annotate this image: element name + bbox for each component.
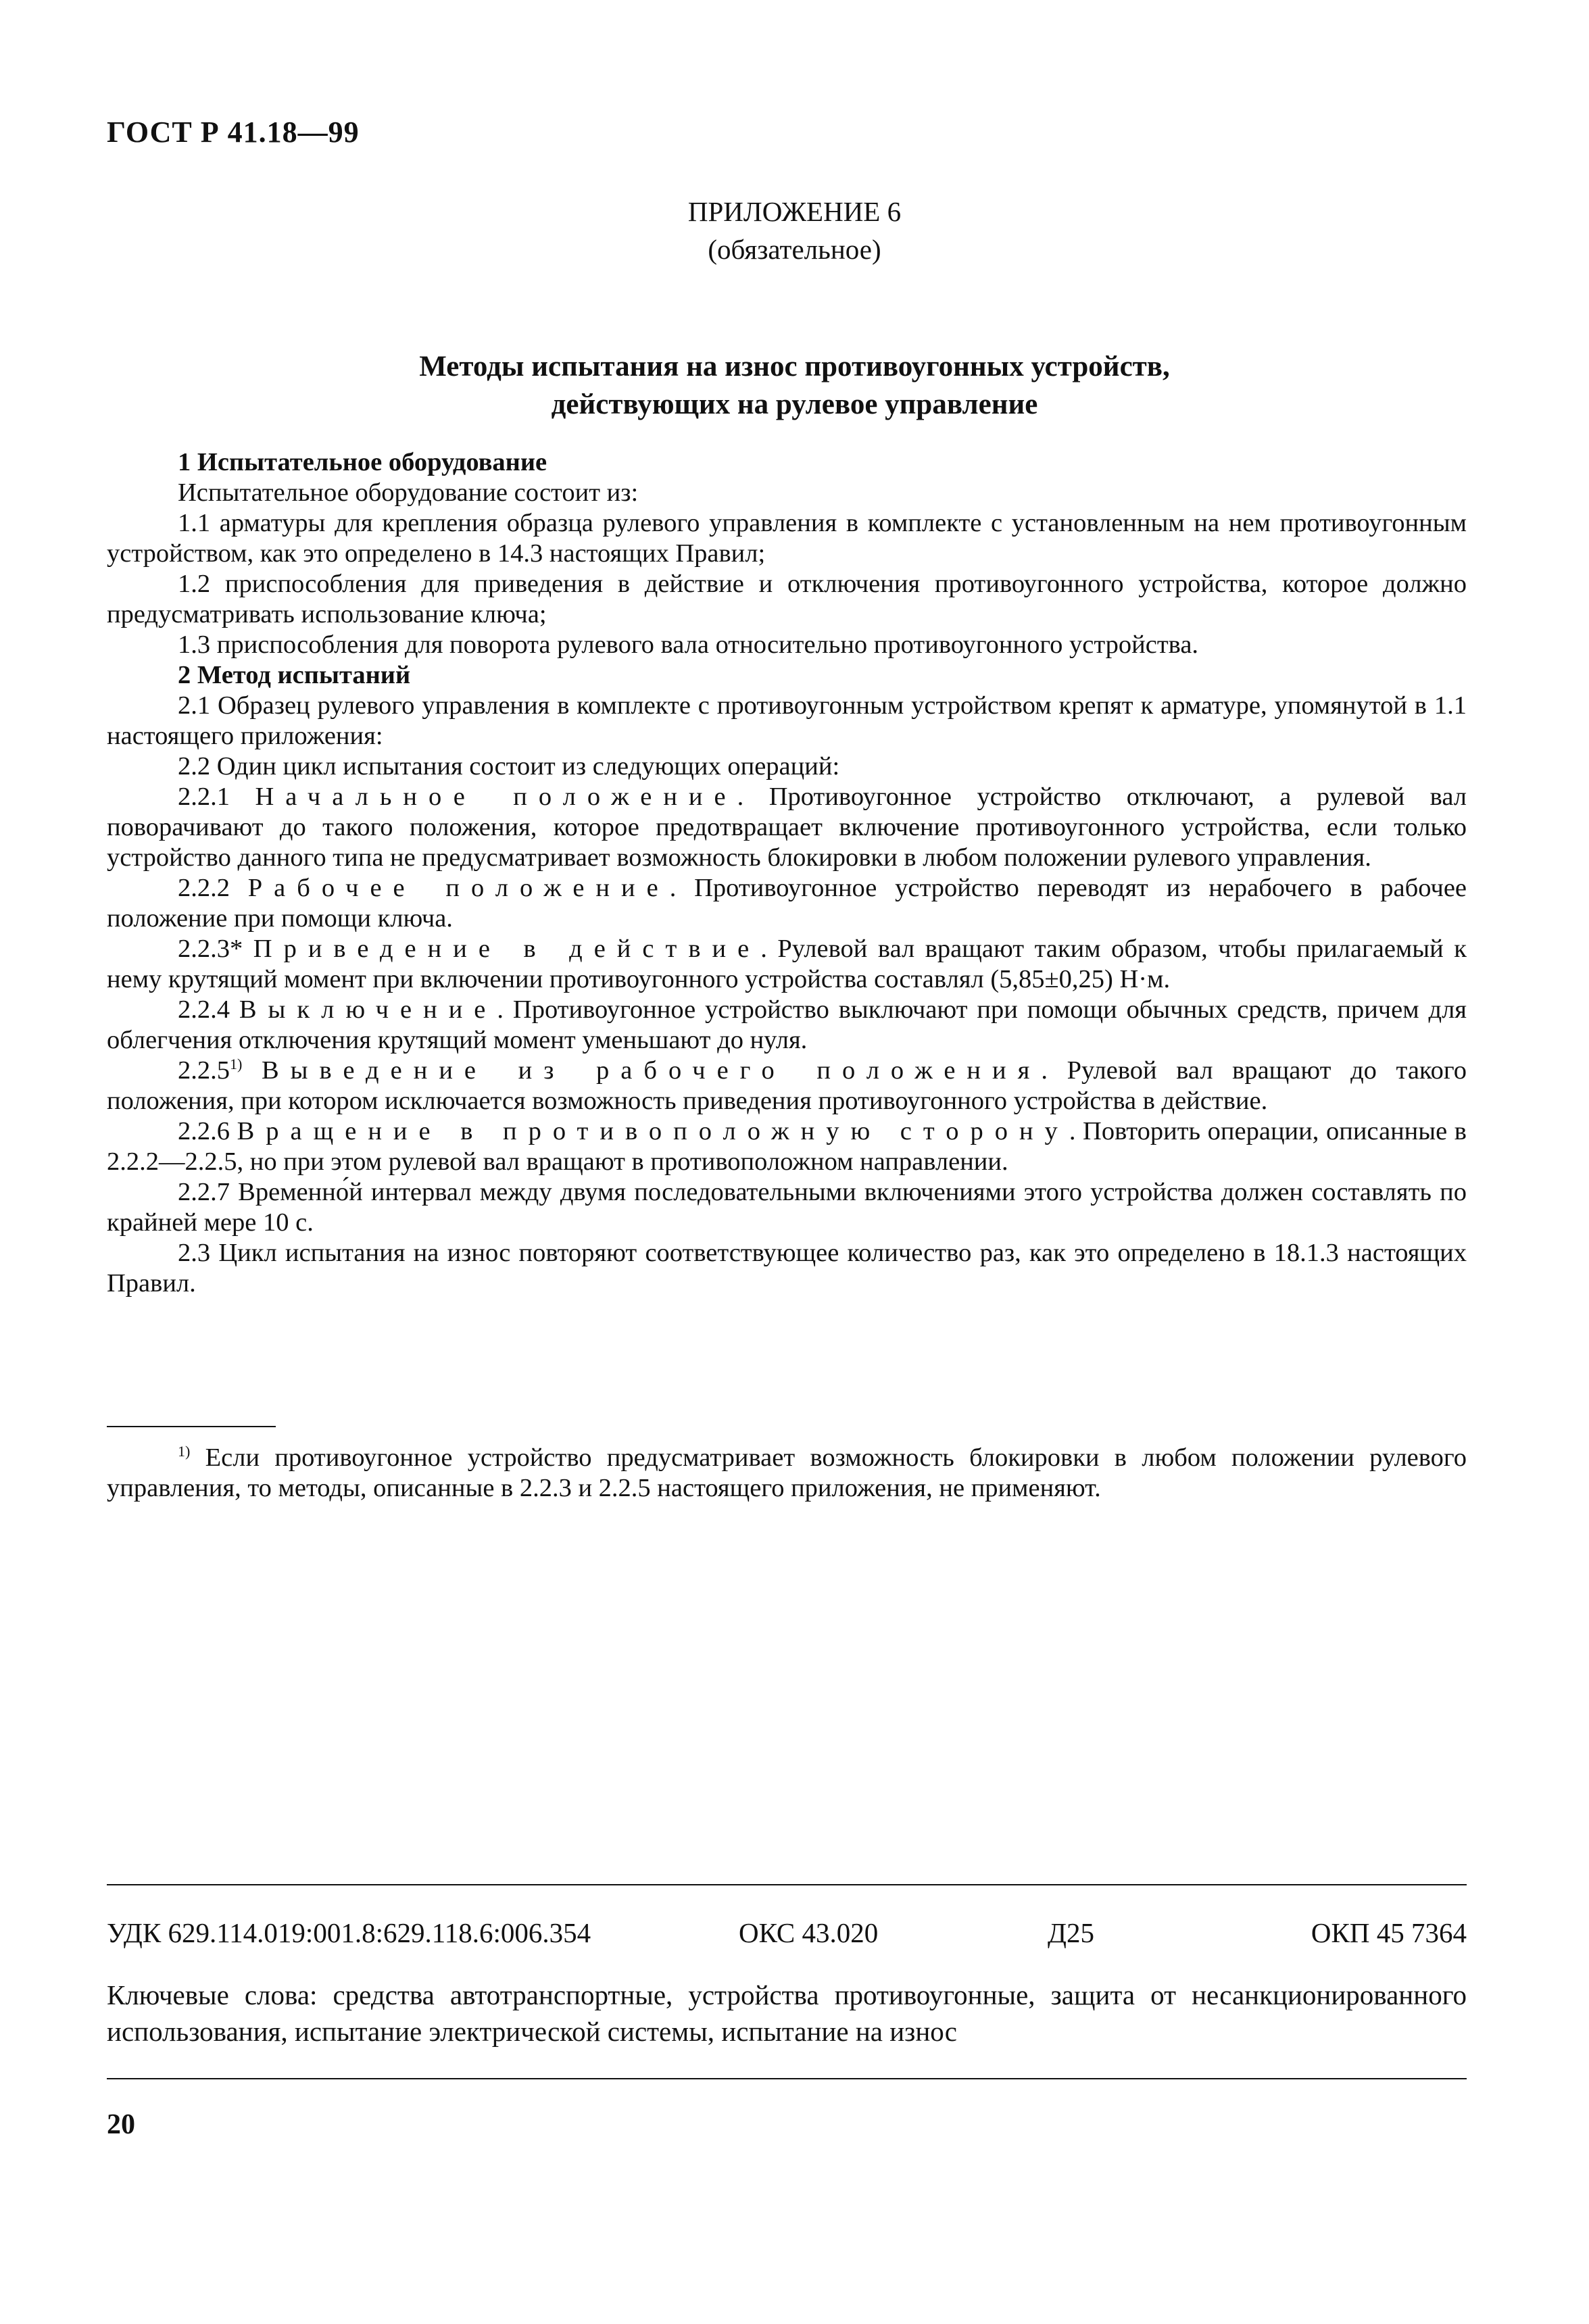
clause-text: . Рулевой вал вращают до такого положения, при котором исключается возможность приведения противоугонного устройства в действие. — [107, 1056, 1467, 1115]
footnote-separator — [107, 1426, 276, 1427]
document-title — [0, 348, 1589, 424]
document-code-header: ГОСТ Р 41.18—99 — [107, 116, 360, 149]
clause-2-2-1 — [107, 782, 1467, 873]
appendix-note: (обязательное) — [708, 234, 881, 265]
clause-text: . Повторить операции, описанные в 2.2.2—2.2.5, но при этом рулевой вал вращают в противоположном направлении. — [107, 1117, 1467, 1176]
section-1-heading: 1 Испытательное оборудование — [178, 448, 547, 476]
clause-number: 2.2.6 — [178, 1117, 230, 1145]
oks-code: ОКС 43.020 — [739, 1917, 879, 1948]
footnote-text: Если противоугонное устройство предусматривает возможность блокировки в любом положении рулевого управления, то методы, описанные в 2.2.3 и 2.2.5 настоящего приложения, не применяют. — [107, 1443, 1467, 1502]
appendix-title: ПРИЛОЖЕНИЕ 6 — [687, 196, 902, 227]
clause-number: 2.2.1 — [178, 783, 230, 811]
clause-number: 2.2.2 — [178, 874, 230, 902]
clause-1-2: 1.2 приспособления для приведения в действие и отключения противоугонного устройства, которое должно предусматривать использование ключа; — [107, 570, 1467, 628]
clause-2-2-6 — [107, 1116, 1467, 1177]
clause-term: Рабочее положение — [247, 874, 670, 902]
clause-1-3: 1.3 приспособления для поворота рулевого вала относительно противоугонного устройства. — [178, 631, 1199, 659]
clause-2-2-7: 2.2.7 Временно́й интервал между двумя последовательными включениями этого устройства должен составлять по крайней мере 10 с. — [107, 1178, 1467, 1237]
clause-2-2-5 — [107, 1056, 1467, 1116]
udk-code: УДК 629.114.019:001.8:629.118.6:006.354 — [107, 1917, 591, 1948]
clause-2-2-2 — [107, 873, 1467, 934]
clause-2-2-3 — [107, 934, 1467, 995]
footnote — [107, 1443, 1467, 1504]
footnote-reference: 1) — [230, 1056, 243, 1073]
footnote-mark: 1) — [178, 1443, 191, 1460]
section-1-intro: Испытательное оборудование состоит из: — [178, 478, 639, 507]
document-body — [107, 447, 1467, 1299]
clause-2-2-4 — [107, 995, 1467, 1056]
clause-term: Вращение в противоположную сторону — [237, 1117, 1069, 1145]
clause-1-1: 1.1 арматуры для крепления образца рулевого управления в комплекте с установленным на нем противоугонным устройством, как это определено в 14.3 настоящих Правил; — [107, 509, 1467, 568]
clause-2-2: 2.2 Один цикл испытания состоит из следующих операций: — [178, 752, 840, 781]
clause-text: . Рулевой вал вращают таким образом, чтобы прилагаемый к нему крутящий момент при включении противоугонного устройства составлял (5,85±0,25) Н·м. — [107, 935, 1467, 993]
clause-number: 2.2.5 — [178, 1056, 230, 1085]
clause-term: Выведение из рабочего положения — [261, 1056, 1042, 1085]
clause-number: 2.2.3* — [178, 935, 243, 963]
clause-text: . Противоугонное устройство выключают при помощи обычных средств, причем для облегчения отключения крутящий момент уменьшают до нуля. — [107, 995, 1467, 1054]
classification-top-rule — [107, 1884, 1467, 1885]
appendix-heading — [0, 193, 1589, 268]
document-title-line-1: Методы испытания на износ противоугонных устройств, — [419, 351, 1170, 382]
okp-code: ОКП 45 7364 — [1311, 1917, 1467, 1948]
keywords: Ключевые слова: средства автотранспортные, устройства противоугонные, защита от несанкционированного использования, испытание электрической системы, испытание на износ — [107, 1979, 1467, 2047]
section-2-heading: 2 Метод испытаний — [178, 661, 411, 689]
d-code: Д25 — [1048, 1917, 1094, 1948]
page-number: 20 — [107, 2109, 135, 2140]
clause-term: Выключение — [239, 995, 497, 1024]
clause-text: . Противоугонное устройство переводят из нерабочего в рабочее положение при помощи ключа. — [107, 874, 1467, 933]
clause-number: 2.2.4 — [178, 995, 230, 1024]
clause-text: . Противоугонное устройство отключают, а рулевой вал поворачивают до такого положения, которое предотвращает включение противоугонного устройства, если только устройство данного типа не предусматривает возможность блокировки в любом положении рулевого управления. — [107, 783, 1467, 872]
clause-2-3: 2.3 Цикл испытания на износ повторяют соответствующее количество раз, как это определено в 18.1.3 настоящих Правил. — [107, 1239, 1467, 1297]
document-title-line-2: действующих на рулевое управление — [551, 389, 1038, 420]
keywords-bottom-rule — [107, 2078, 1467, 2079]
clause-term: Приведение в действие — [253, 935, 761, 963]
clause-term: Начальное положение — [255, 783, 737, 811]
clause-2-1: 2.1 Образец рулевого управления в комплекте с противоугонным устройством крепят к арматуре, упомянутой в 1.1 настоящего приложения: — [107, 691, 1467, 750]
